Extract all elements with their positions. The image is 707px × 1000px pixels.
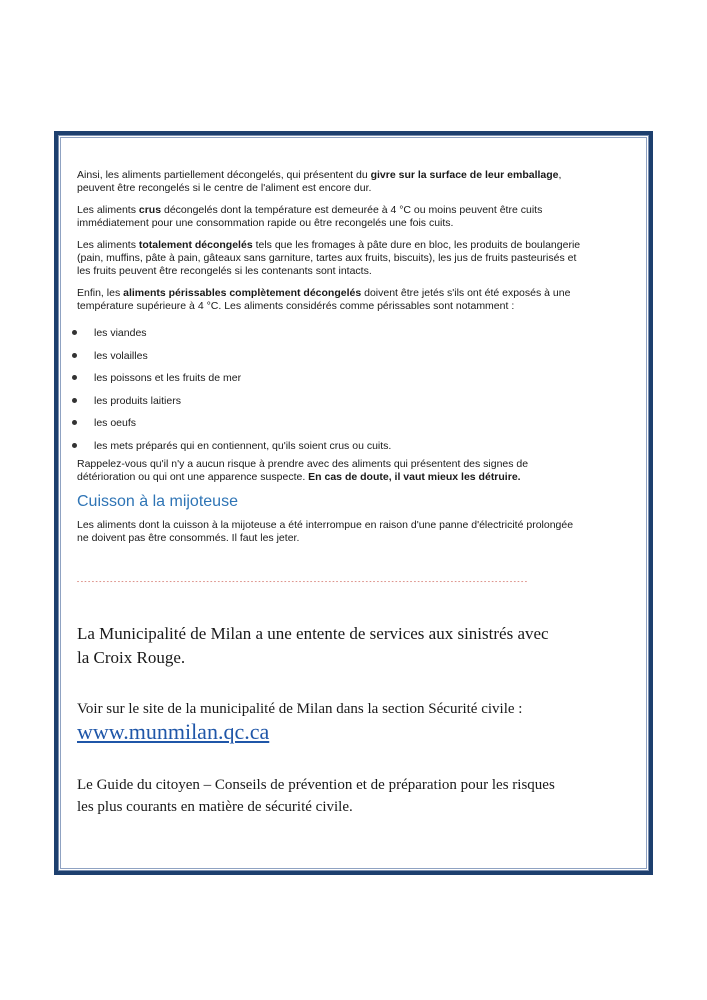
municipal-agreement: La Municipalité de Milan a une entente de services aux sinistrés avec la Croix Rouge.	[77, 624, 549, 667]
paragraph-partial-thaw: Ainsi, les aliments partiellement décongelés, qui présentent du givre sur la surface de leur emballage, peuvent être recongelés si le centre de l'aliment est encore dur.	[77, 169, 562, 194]
paragraph-perishables: Enfin, les aliments périssables complètement décongelés doivent être jetés s'ils ont été exposés à une température supérieure à 4 °C. Les aliments considérés comme périssables sont notamment :	[77, 287, 571, 312]
paragraph-slow-cooker: Les aliments dont la cuisson à la mijoteuse a été interrompue en raison d'une panne d'électricité prolongée ne doivent pas être consommés. Il faut les jeter.	[77, 518, 574, 544]
star-separator: **************************************************************************************************************************	[76, 581, 528, 587]
list-item: les volailles	[77, 350, 632, 373]
bullet-icon	[72, 353, 77, 358]
list-item: les oeufs	[77, 417, 632, 440]
bullet-icon	[72, 420, 77, 425]
list-item: les mets préparés qui en contiennent, qu'ils soient crus ou cuits.	[77, 440, 632, 458]
perishables-list	[77, 327, 632, 458]
paragraph-raw-foods: Les aliments crus décongelés dont la température est demeurée à 4 °C ou moins peuvent être cuits immédiatement pour une consommation rapide ou être recongelés une fois cuits.	[77, 204, 543, 229]
citizen-guide: Le Guide du citoyen – Conseils de prévention et de préparation pour les risques les plus courants en matière de sécurité civile.	[77, 777, 555, 815]
bullet-icon	[72, 398, 77, 403]
list-item: les produits laitiers	[77, 395, 632, 418]
website-notice: Voir sur le site de la municipalité de Milan dans la section Sécurité civile :	[77, 701, 523, 717]
list-item: les viandes	[77, 327, 632, 350]
website-link[interactable]: www.munmilan.qc.ca	[77, 719, 270, 744]
list-item: les poissons et les fruits de mer	[77, 372, 632, 395]
bullet-icon	[72, 443, 77, 448]
bullet-icon	[72, 330, 77, 335]
bullet-icon	[72, 375, 77, 380]
paragraph-fully-thawed: Les aliments totalement décongelés tels que les fromages à pâte dure en bloc, les produits de boulangerie (pain, muffins, pâte à pain, gâteaux sans garniture, tartes aux fruits, biscuits), les jus de fruits pasteurisés et les fruits peuvent être recongelés si les contenants sont intacts.	[77, 239, 581, 277]
section-heading-slow-cooker: Cuisson à la mijoteuse	[77, 492, 238, 510]
website-link-container	[77, 719, 637, 745]
main-content	[77, 169, 632, 554]
paragraph-reminder: Rappelez-vous qu'il n'y a aucun risque à prendre avec des aliments qui présentent des signes de détérioration ou qui ont une apparence suspecte. En cas de doute, il vaut mieux les détruire.	[77, 457, 529, 483]
